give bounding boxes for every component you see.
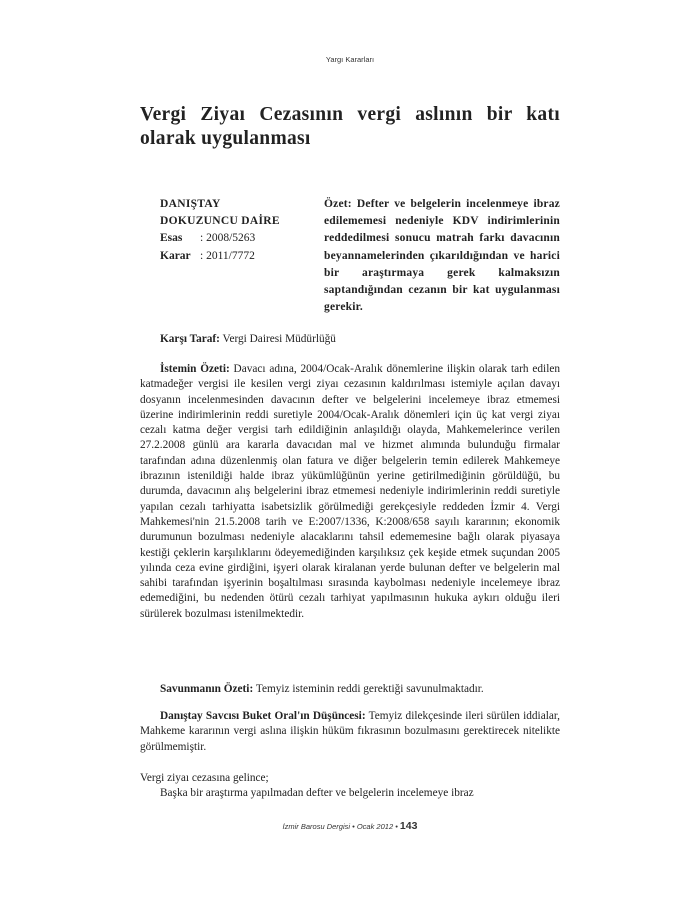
court-name: DANIŞTAY bbox=[160, 198, 221, 210]
party-paragraph bbox=[140, 332, 560, 347]
karar-label: Karar bbox=[160, 249, 191, 262]
prosecutor-opinion-paragraph bbox=[140, 709, 560, 755]
running-head: Yargı Kararları bbox=[325, 55, 375, 64]
tax-penalty-intro: Vergi ziyaı cezasına gelince; bbox=[140, 772, 269, 784]
claim-summary-text: Davacı adına, 2004/Ocak-Aralık dönemlerine ilişkin olarak tarh edilen katmadeğer vergisi ile kesilen vergi ziyaı cezasının kaldırılması istemiyle açılan davayı dosyanın incelenmesinden davacının defter ve belgelerini incelemeye ibraz etmemesi üzerine indirimlerinin reddi suretiyle 2004/Ocak-Aralık dönemleri için üç kat vergi ziyaı cezalı katma değer vergisi tarh edildiğinin anlaşıldığı olayda, Mahkemelerince verilen 27.2.2008 günlü ara kararla davacıdan mal ve hizmet alımında bulunduğu firmalar tarafından adına düzenlenmiş olan fatura ve diğer belgelerin temin edilerek Mahkemeye ibrazının istenildiği halde ibraz yükümlüğünün yerine getirilmediğinin görüldüğü, bu durumda, davacının alış belgelerini ibraz etmemesi nedeniyle indirimlerinin reddi suretiyle yapılan cezalı tarhiyatta isabetsizlik görülmediği gerekçesiyle reddeden İzmir 4. Vergi Mahkemesi'nin 21.5.2008 tarih ve E:2007/1336, K:2008/658 sayılı kararının; ekonomik durumunun bozulması nedeniyle alacaklarını tahsil edememesine bağlı olarak piyasaya kestiği çeklerin karşılıklarını ödeyemediğinden karşılıksız çek keşide etmek suçundan 2005 yılında ceza evine girdiğini, işyeri olarak kiralanan yerde bulunan defter ve belgelerin mal sahibi tarafından işyerinin boşaltılması sırasında kaybolması nedeniyle incelemeye ibraz edemediğini, bu nedenden ötürü cezalı tarhiyat yapılmasının hukuka aykırı olduğu ileri sürülerek bozulması istenilmektedir. bbox=[140, 363, 560, 620]
party-label: Karşı Taraf: bbox=[160, 333, 220, 345]
esas-row bbox=[160, 230, 310, 247]
defense-summary-text: Temyiz isteminin reddi gerektiği savunulmaktadır. bbox=[253, 683, 484, 695]
party-value: Vergi Dairesi Müdürlüğü bbox=[219, 333, 336, 345]
claim-summary-paragraph bbox=[140, 362, 560, 622]
defense-summary-label: Savunmanın Özeti: bbox=[160, 683, 254, 695]
defense-summary-paragraph bbox=[140, 682, 560, 697]
decision-meta bbox=[160, 196, 310, 265]
prosecutor-opinion-label: Danıştay Savcısı Buket Oral'ın Düşüncesi: bbox=[160, 710, 366, 722]
esas-value: : 2008/5263 bbox=[200, 232, 256, 245]
page-number: 143 bbox=[399, 820, 418, 832]
page-footer bbox=[0, 820, 700, 832]
tax-penalty-text: Başka bir araştırma yapılmadan defter ve belgelerin incelemeye ibraz bbox=[160, 787, 474, 800]
esas-label: Esas bbox=[160, 232, 183, 245]
karar-value: : 2011/7772 bbox=[200, 249, 255, 262]
journal-name: İzmir Barosu Dergisi • Ocak 2012 • bbox=[282, 822, 398, 831]
article-title: Vergi Ziyaı Cezasının vergi aslının bir katı olarak uygulanması bbox=[140, 104, 560, 149]
karar-row bbox=[160, 248, 310, 265]
decision-summary: Özet: Defter ve belgelerin incelenmeye ibraz edilememesi nedeniyle KDV indirimlerinin reddedilmesi sonucu matrah farkı davacının beyannamelerinden çıkarıldığından ve harici bir araştırmaya gerek kalmaksızın saptandığından cezanın bir kat uygulanması gerekir. bbox=[324, 198, 560, 314]
prosecutor-opinion-text: Temyiz dilekçesinde ileri sürülen iddialar, Mahkeme kararının vergi aslına ilişkin hüküm fıkrasının bozulmasını gerektirecek nitelikte görülmemiştir. bbox=[140, 710, 560, 753]
chamber-name: DOKUZUNCU DAİRE bbox=[160, 215, 280, 228]
claim-summary-label: İstemin Özeti: bbox=[160, 363, 230, 375]
tax-penalty-paragraph bbox=[140, 771, 560, 802]
